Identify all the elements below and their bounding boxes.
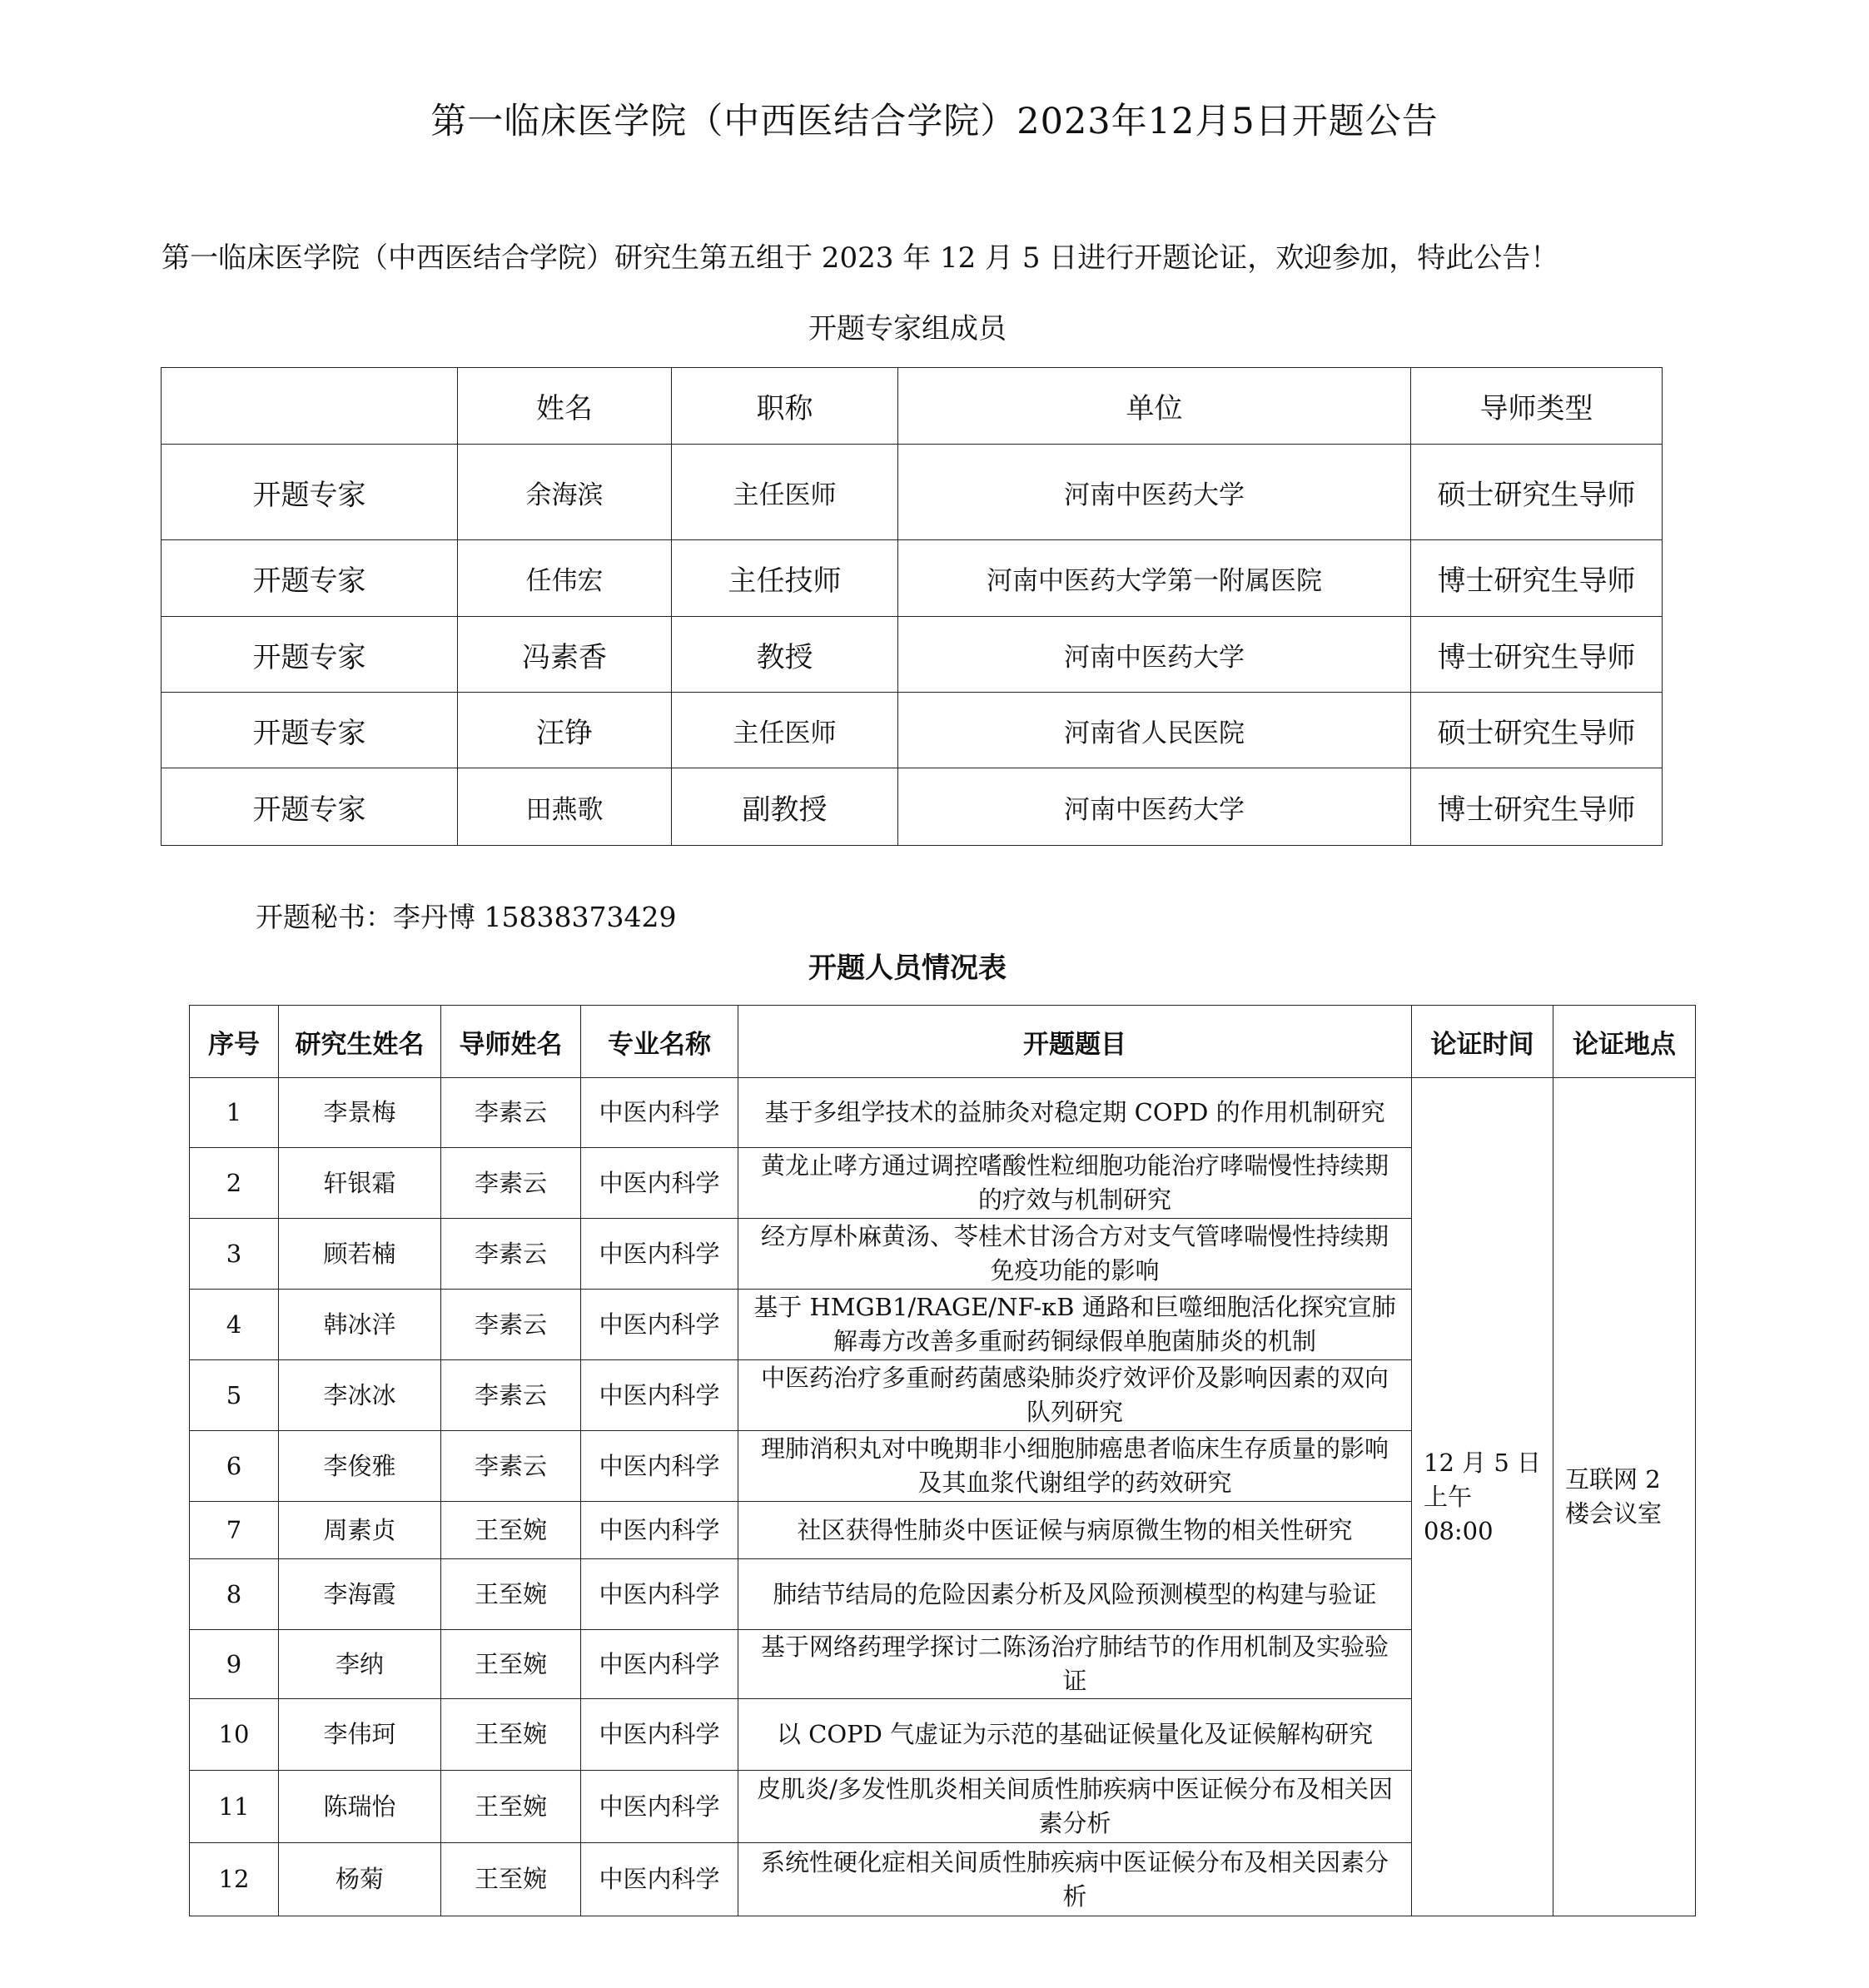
student-name: 陈瑞怡 (279, 1771, 441, 1843)
student-name: 李海霞 (279, 1559, 441, 1630)
student-number: 2 (190, 1148, 279, 1219)
thesis-topic: 经方厚朴麻黄汤、苓桂术甘汤合方对支气管哮喘慢性持续期免疫功能的影响 (738, 1219, 1412, 1290)
student-name: 周素贞 (279, 1502, 441, 1559)
thesis-topic: 系统性硬化症相关间质性肺疾病中医证候分布及相关因素分析 (738, 1843, 1412, 1916)
major-name: 中医内科学 (581, 1559, 738, 1630)
expert-role: 开题专家 (162, 693, 458, 768)
advisor-name: 李素云 (441, 1290, 581, 1360)
students-header-cell: 开题题目 (738, 1006, 1412, 1078)
thesis-topic: 理肺消积丸对中晚期非小细胞肺癌患者临床生存质量的影响及其血浆代谢组学的药效研究 (738, 1431, 1412, 1502)
expert-advisor-type: 硕士研究生导师 (1411, 693, 1663, 768)
student-name: 李俊雅 (279, 1431, 441, 1502)
expert-advisor-type: 博士研究生导师 (1411, 768, 1663, 846)
students-header-cell: 专业名称 (581, 1006, 738, 1078)
major-name: 中医内科学 (581, 1431, 738, 1502)
student-name: 杨菊 (279, 1843, 441, 1916)
experts-section-title: 开题专家组成员 (808, 312, 1007, 345)
thesis-topic: 基于 HMGB1/RAGE/NF-κB 通路和巨噬细胞活化探究宣肺解毒方改善多重耐药铜绿假单胞菌肺炎的机制 (738, 1290, 1412, 1360)
expert-row (162, 768, 1663, 846)
student-number: 10 (190, 1699, 279, 1771)
people-section-title: 开题人员情况表 (808, 952, 1007, 985)
expert-advisor-type: 博士研究生导师 (1411, 540, 1663, 617)
major-name: 中医内科学 (581, 1771, 738, 1843)
advisor-name: 李素云 (441, 1078, 581, 1148)
advisor-name: 李素云 (441, 1360, 581, 1431)
expert-name: 冯素香 (458, 617, 672, 693)
expert-advisor-type: 硕士研究生导师 (1411, 445, 1663, 540)
expert-row (162, 540, 1663, 617)
students-header-cell: 论证地点 (1553, 1006, 1696, 1078)
student-number: 4 (190, 1290, 279, 1360)
defense-location: 互联网 2 楼会议室 (1553, 1078, 1696, 1916)
expert-title: 主任技师 (672, 540, 898, 617)
advisor-name: 王至婉 (441, 1771, 581, 1843)
expert-unit: 河南省人民医院 (898, 693, 1411, 768)
experts-header-cell: 职称 (672, 368, 898, 445)
major-name: 中医内科学 (581, 1219, 738, 1290)
thesis-topic: 肺结节结局的危险因素分析及风险预测模型的构建与验证 (738, 1559, 1412, 1630)
student-name: 李伟珂 (279, 1699, 441, 1771)
expert-unit: 河南中医药大学 (898, 445, 1411, 540)
major-name: 中医内科学 (581, 1843, 738, 1916)
expert-name: 汪铮 (458, 693, 672, 768)
major-name: 中医内科学 (581, 1502, 738, 1559)
student-number: 3 (190, 1219, 279, 1290)
expert-advisor-type: 博士研究生导师 (1411, 617, 1663, 693)
major-name: 中医内科学 (581, 1699, 738, 1771)
advisor-name: 王至婉 (441, 1843, 581, 1916)
expert-role: 开题专家 (162, 617, 458, 693)
thesis-topic: 基于网络药理学探讨二陈汤治疗肺结节的作用机制及实验验证 (738, 1630, 1412, 1699)
advisor-name: 王至婉 (441, 1699, 581, 1771)
experts-header-cell: 导师类型 (1411, 368, 1663, 445)
expert-title: 主任医师 (672, 693, 898, 768)
student-number: 11 (190, 1771, 279, 1843)
student-name: 李冰冰 (279, 1360, 441, 1431)
thesis-topic: 黄龙止哮方通过调控嗜酸性粒细胞功能治疗哮喘慢性持续期的疗效与机制研究 (738, 1148, 1412, 1219)
student-number: 1 (190, 1078, 279, 1148)
students-header-row (190, 1006, 1696, 1078)
expert-name: 任伟宏 (458, 540, 672, 617)
student-number: 6 (190, 1431, 279, 1502)
expert-unit: 河南中医药大学第一附属医院 (898, 540, 1411, 617)
expert-title: 副教授 (672, 768, 898, 846)
expert-role: 开题专家 (162, 540, 458, 617)
thesis-topic: 中医药治疗多重耐药菌感染肺炎疗效评价及影响因素的双向队列研究 (738, 1360, 1412, 1431)
experts-header-row (162, 368, 1663, 445)
student-name: 轩银霜 (279, 1148, 441, 1219)
advisor-name: 李素云 (441, 1219, 581, 1290)
expert-name: 余海滨 (458, 445, 672, 540)
experts-header-cell: 单位 (898, 368, 1411, 445)
student-number: 7 (190, 1502, 279, 1559)
student-name: 李景梅 (279, 1078, 441, 1148)
announcement-text: 第一临床医学院（中西医结合学院）研究生第五组于 2023 年 12 月 5 日进行开题论证，欢迎参加，特此公告！ (162, 241, 1559, 275)
student-row (190, 1078, 1696, 1148)
expert-row (162, 617, 1663, 693)
advisor-name: 王至婉 (441, 1559, 581, 1630)
page-title: 第一临床医学院（中西医结合学院）2023年12月5日开题公告 (430, 101, 1439, 142)
student-name: 韩冰洋 (279, 1290, 441, 1360)
experts-table (161, 367, 1663, 846)
experts-header-cell: 姓名 (458, 368, 672, 445)
major-name: 中医内科学 (581, 1360, 738, 1431)
thesis-topic: 社区获得性肺炎中医证候与病原微生物的相关性研究 (738, 1502, 1412, 1559)
thesis-topic: 以 COPD 气虚证为示范的基础证候量化及证候解构研究 (738, 1699, 1412, 1771)
expert-row (162, 445, 1663, 540)
major-name: 中医内科学 (581, 1148, 738, 1219)
student-number: 8 (190, 1559, 279, 1630)
expert-title: 主任医师 (672, 445, 898, 540)
student-number: 9 (190, 1630, 279, 1699)
students-header-cell: 序号 (190, 1006, 279, 1078)
thesis-topic: 基于多组学技术的益肺灸对稳定期 COPD 的作用机制研究 (738, 1078, 1412, 1148)
major-name: 中医内科学 (581, 1078, 738, 1148)
student-name: 李纳 (279, 1630, 441, 1699)
student-number: 12 (190, 1843, 279, 1916)
expert-row (162, 693, 1663, 768)
major-name: 中医内科学 (581, 1630, 738, 1699)
student-number: 5 (190, 1360, 279, 1431)
expert-name: 田燕歌 (458, 768, 672, 846)
students-header-cell: 研究生姓名 (279, 1006, 441, 1078)
thesis-topic: 皮肌炎/多发性肌炎相关间质性肺疾病中医证候分布及相关因素分析 (738, 1771, 1412, 1843)
students-header-cell: 论证时间 (1412, 1006, 1553, 1078)
student-name: 顾若楠 (279, 1219, 441, 1290)
expert-role: 开题专家 (162, 445, 458, 540)
students-table (189, 1005, 1696, 1916)
expert-title: 教授 (672, 617, 898, 693)
major-name: 中医内科学 (581, 1290, 738, 1360)
advisor-name: 李素云 (441, 1148, 581, 1219)
advisor-name: 王至婉 (441, 1502, 581, 1559)
experts-header-cell (162, 368, 458, 445)
expert-role: 开题专家 (162, 768, 458, 846)
students-header-cell: 导师姓名 (441, 1006, 581, 1078)
expert-unit: 河南中医药大学 (898, 768, 1411, 846)
advisor-name: 李素云 (441, 1431, 581, 1502)
expert-unit: 河南中医药大学 (898, 617, 1411, 693)
defense-time: 12 月 5 日上午 08:00 (1412, 1078, 1553, 1916)
advisor-name: 王至婉 (441, 1630, 581, 1699)
secretary-info: 开题秘书：李丹博 15838373429 (256, 901, 677, 933)
